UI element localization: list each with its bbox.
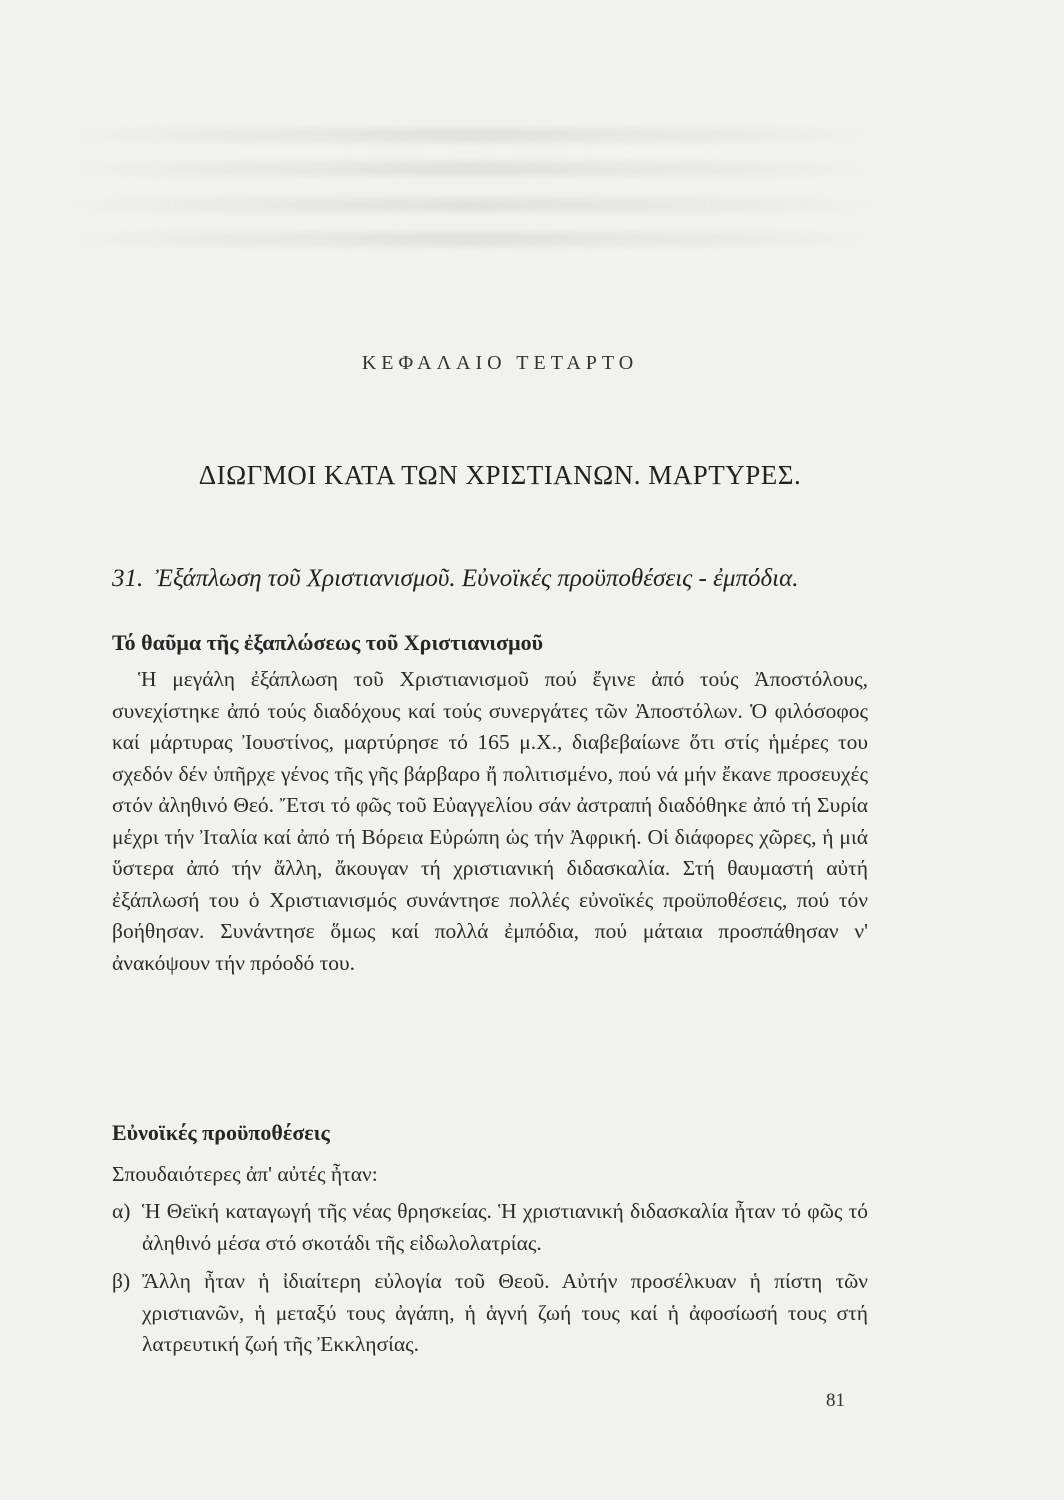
section-heading xyxy=(112,565,799,593)
chapter-title: ΔΙΩΓΜΟΙ ΚΑΤΑ ΤΩΝ ΧΡΙΣΤΙΑΝΩΝ. ΜΑΡΤΥΡΕΣ. xyxy=(198,460,802,490)
subsection-heading-wonder: Τό θαῦμα τῆς ἐξαπλώσεως τοῦ Χριστιανισμοῦ xyxy=(112,630,543,655)
chapter-label: ΚΕΦΑΛΑΙΟ ΤΕΤΑΡΤΟ xyxy=(361,352,639,374)
section-number: 31. xyxy=(112,565,144,592)
list-item xyxy=(112,1196,868,1259)
bleed-through-line xyxy=(60,162,880,176)
section-title: Ἐξάπλωση τοῦ Χριστιανισμοῦ. Εὐνοϊκές προϋποθέσεις - ἐμπόδια. xyxy=(155,565,799,592)
list-marker: β) xyxy=(112,1269,131,1293)
bleed-through-line xyxy=(60,198,880,212)
list-item xyxy=(112,1266,868,1361)
paragraph-expansion: Ἡ μεγάλη ἐξάπλωση τοῦ Χριστιανισμοῦ πού ἔγινε ἀπό τούς Ἀποστόλους, συνεχίστηκε ἀπό τούς διαδόχους καί τούς συνεργάτες τῶν Ἀποστόλων. Ὁ φιλόσοφος καί μάρτυρας Ἰουστίνος, μαρτύρησε τό 165 μ.Χ., διαβεβαίωνε ὅτι στίς ἡμέρες του σχεδόν δέν ὑπῆρχε γένος τῆς γῆς βάρβαρο ἤ πολιτισμένο, πού νά μήν ἔκανε προσευχές στόν ἀληθινό Θεό. Ἔτσι τό φῶς τοῦ Εὐαγγελίου σάν ἀστραπή διαδόθηκε ἀπό τή Συρία μέχρι τήν Ἰταλία καί ἀπό τή Βόρεια Εὐρώπη ὡς τήν Ἀφρική. Οἱ διάφορες χῶρες, ἡ μιά ὕστερα ἀπό τήν ἄλλη, ἄκουγαν τή χριστιανική διδασκαλία. Στή θαυμαστή αὐτή ἐξάπλωσή του ὁ Χριστιανισμός συνάντησε πολλές εὐνοϊκές προϋποθέσεις, πού τόν βοήθησαν. Συνάντησε ὅμως καί πολλά ἐμπόδια, πού μάταια προσπάθησαν ν' ἀνακόψουν τήν πρόοδό του. xyxy=(112,667,868,975)
list-item-text: Ἄλλη ἦταν ἡ ἰδιαίτερη εὐλογία τοῦ Θεοῦ. Αὐτήν προσέλκυαν ἡ πίστη τῶν χριστιανῶν, ἡ μεταξύ τους ἀγάπη, ἡ ἁγνή ζωή τους καί ἡ ἀφοσίωσή τους στή λατρευτική ζωή τῆς Ἐκκλησίας. xyxy=(142,1269,868,1356)
bleed-through-line xyxy=(60,232,880,246)
subsection-heading-favorable: Εὐνοϊκές προϋποθέσεις xyxy=(112,1120,330,1145)
bleed-through-line xyxy=(60,128,880,142)
list-intro: Σπουδαιότερες ἀπ' αὐτές ἦταν: xyxy=(112,1162,378,1186)
list-marker: α) xyxy=(112,1199,131,1223)
list-item-text: Ἡ Θεϊκή καταγωγή τῆς νέας θρησκείας. Ἡ χριστιανική διδασκαλία ἦταν τό φῶς τό ἀληθινό μέσα στό σκοτάδι τῆς εἰδωλολατρίας. xyxy=(142,1199,868,1255)
page-number: 81 xyxy=(826,1390,845,1411)
